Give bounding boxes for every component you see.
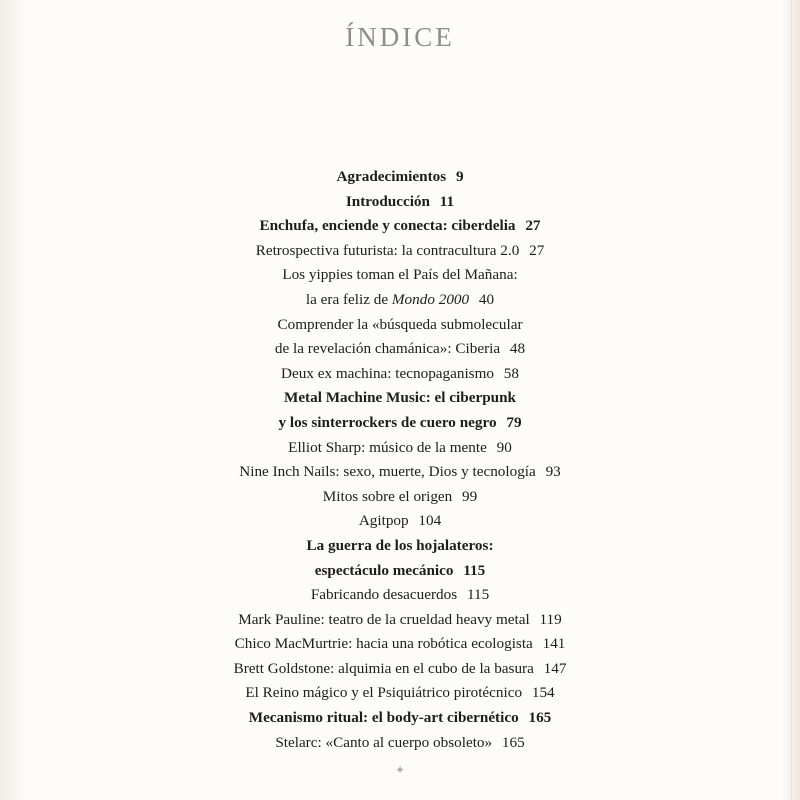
toc-entry-page-number: 154 xyxy=(528,684,555,702)
toc-entry[interactable] xyxy=(0,362,800,387)
toc-entry[interactable] xyxy=(0,608,800,633)
toc-entry-label: Chico MacMurtrie: hacia una robótica ecologista xyxy=(234,635,533,653)
toc-entry-page-number: 48 xyxy=(506,340,526,358)
toc-entry-page-number: 141 xyxy=(538,635,566,653)
toc-entry[interactable] xyxy=(0,337,800,362)
toc-entry-label: Agitpop xyxy=(358,512,409,530)
toc-entry-label: El Reino mágico y el Psiquiátrico pirotécnico xyxy=(245,684,523,702)
toc-entry[interactable] xyxy=(0,534,800,559)
toc-entry-page-number: 119 xyxy=(535,610,562,628)
toc-entry[interactable] xyxy=(0,681,800,706)
toc-entry[interactable] xyxy=(0,288,800,313)
toc-entry-label: Nine Inch Nails: sexo, muerte, Dios y tecnología xyxy=(239,463,536,481)
page-title: ÍNDICE xyxy=(345,22,455,52)
toc-entry-label: Comprender la «búsqueda submolecular xyxy=(277,315,523,333)
toc-entry-title-italic: Mondo 2000 xyxy=(391,290,470,308)
toc-entry[interactable] xyxy=(0,313,800,338)
toc-entry-label: Stelarc: «Canto al cuerpo obsoleto» xyxy=(275,733,493,751)
toc-entry-label: Brett Goldstone: alquimia en el cubo de la basura xyxy=(233,659,534,677)
toc-entry-label: Mitos sobre el origen xyxy=(322,487,453,505)
toc-entry-label: y los sinterrockers de cuero negro xyxy=(278,413,497,431)
toc-entry-page-number: 147 xyxy=(539,659,567,677)
toc-entry-page-number: 11 xyxy=(435,192,455,210)
toc-entry[interactable] xyxy=(0,165,800,190)
toc-entry-label: Introducción xyxy=(345,192,430,210)
toc-entry-page-number: 9 xyxy=(452,168,464,185)
toc-entry-page-number: 79 xyxy=(502,413,522,431)
toc-entry[interactable] xyxy=(0,386,800,411)
toc-entry-label: la era feliz de xyxy=(305,290,392,308)
toc-entry[interactable] xyxy=(0,485,800,510)
toc-entry-page-number: 40 xyxy=(475,290,495,308)
toc-entry[interactable] xyxy=(0,190,800,215)
toc-entry[interactable] xyxy=(0,731,800,756)
toc-entry-page-number: 58 xyxy=(500,364,519,382)
toc-entry-label: Metal Machine Music: el ciberpunk xyxy=(283,389,516,407)
toc-entry-page-number: 90 xyxy=(492,438,512,456)
toc-entry[interactable] xyxy=(0,411,800,436)
toc-entry-label: Elliot Sharp: músico de la mente xyxy=(288,438,487,456)
toc-entry-page-number: 115 xyxy=(459,561,486,579)
toc-entry-page-number: 104 xyxy=(414,512,442,530)
toc-entry-label: Retrospectiva futurista: la contracultura 2.0 xyxy=(255,241,520,259)
toc-entry[interactable] xyxy=(0,632,800,657)
toc-entry-label: espectáculo mecánico xyxy=(314,561,454,579)
toc-entry-label: Mecanismo ritual: el body-art cibernético xyxy=(248,709,519,727)
toc-entry[interactable] xyxy=(0,657,800,682)
toc-entry[interactable] xyxy=(0,706,800,731)
toc-entry-page-number: 165 xyxy=(498,733,525,751)
toc-entry-label: Enchufa, enciende y conecta: ciberdelia xyxy=(259,217,516,235)
toc-entry[interactable] xyxy=(0,214,800,239)
table-of-contents xyxy=(0,165,800,755)
toc-entry[interactable] xyxy=(0,436,800,461)
toc-entry-page-number: 27 xyxy=(521,217,541,235)
toc-entry-page-number: 165 xyxy=(524,709,552,727)
toc-entry-label: Agradecimientos xyxy=(336,168,447,185)
toc-entry-label: Los yippies toman el País del Mañana: xyxy=(282,266,518,284)
page-ornament: ✦ xyxy=(394,763,406,777)
toc-entry-page-number: 27 xyxy=(525,241,545,259)
toc-entry-page-number: 99 xyxy=(458,487,478,505)
toc-entry[interactable] xyxy=(0,509,800,534)
toc-entry[interactable] xyxy=(0,559,800,584)
toc-entry-label: Fabricando desacuerdos xyxy=(310,586,458,604)
toc-entry-page-number: 115 xyxy=(463,586,490,604)
toc-entry[interactable] xyxy=(0,583,800,608)
toc-entry[interactable] xyxy=(0,263,800,288)
toc-entry[interactable] xyxy=(0,239,800,264)
toc-entry-page-number: 93 xyxy=(541,463,561,481)
toc-entry[interactable] xyxy=(0,460,800,485)
toc-entry-label: de la revelación chamánica»: Ciberia xyxy=(274,340,501,358)
toc-entry-label: Mark Pauline: teatro de la crueldad heavy metal xyxy=(238,610,530,628)
toc-entry-label: Deux ex machina: tecnopaganismo xyxy=(281,364,494,382)
toc-entry-label: La guerra de los hojalateros: xyxy=(306,536,494,554)
